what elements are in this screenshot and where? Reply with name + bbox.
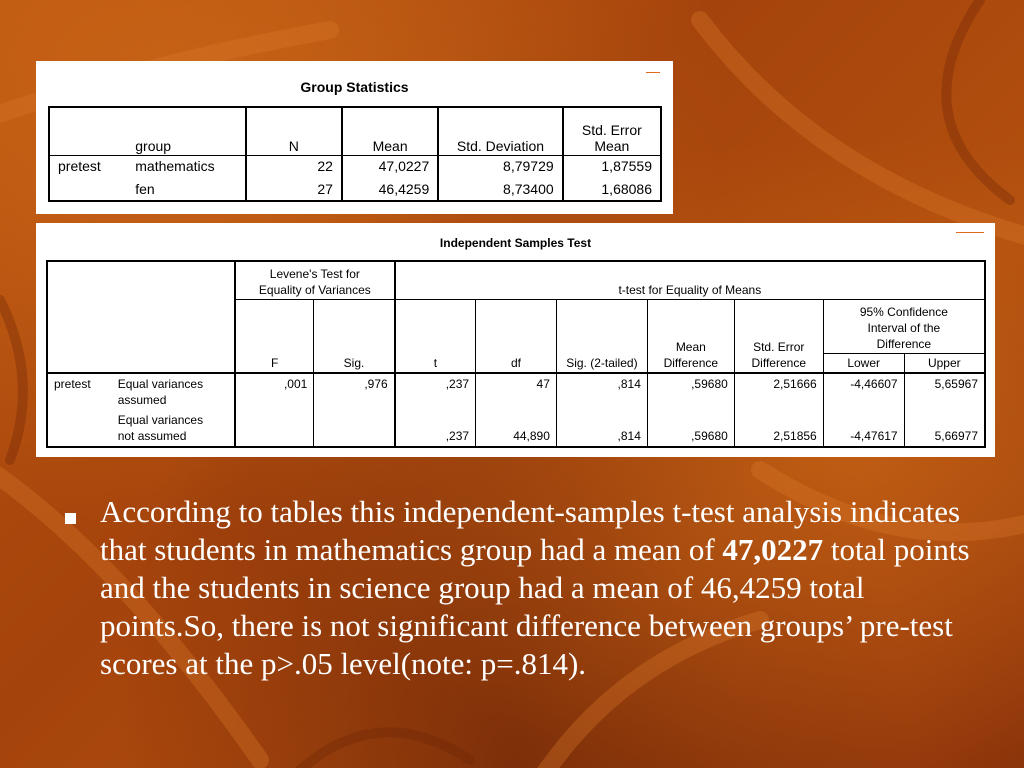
header-blank <box>49 107 127 155</box>
cell-sig: ,976 <box>314 373 395 410</box>
cell-t: ,237 <box>395 410 476 447</box>
row-label-line1: Equal variances <box>117 377 204 391</box>
row-variable-label: pretest <box>58 157 101 174</box>
independent-samples-test-table <box>46 260 986 448</box>
row-variable-blank <box>49 178 127 201</box>
group-statistics-table <box>48 106 662 202</box>
bullet-text <box>100 493 980 683</box>
table-row <box>47 373 985 410</box>
header-std-error-difference <box>734 299 823 373</box>
cell-sig-2tailed: ,814 <box>556 373 647 410</box>
table-row <box>49 178 661 201</box>
bullet-text-bold-mean: 47,0227 <box>722 532 824 567</box>
cell-std-deviation: 8,73400 <box>438 178 562 201</box>
cell-mean: 46,4259 <box>342 178 438 201</box>
group-statistics-panel <box>36 61 673 214</box>
header-mean-difference <box>647 299 734 373</box>
header-mean-difference-line1: Mean <box>675 340 706 354</box>
header-levene-line1: Levene's Test for <box>269 266 360 281</box>
cell-lower: -4,46607 <box>823 373 904 410</box>
header-ci-line3: Difference <box>876 336 932 351</box>
header-mean: Mean <box>342 107 438 155</box>
header-sig-2tailed: Sig. (2-tailed) <box>556 299 647 373</box>
cell-sig <box>314 410 395 447</box>
cell-df: 44,890 <box>476 410 557 447</box>
header-upper: Upper <box>904 353 985 373</box>
cell-n: 22 <box>246 155 342 178</box>
panel-corner-mark <box>956 232 984 233</box>
table-row <box>47 410 985 447</box>
cell-std-error-mean: 1,68086 <box>563 178 661 201</box>
row-label-line1: Equal variances <box>117 413 204 427</box>
table-row <box>49 155 661 178</box>
cell-std-error-difference: 2,51666 <box>734 373 823 410</box>
table-header-row <box>47 261 985 299</box>
cell-f <box>235 410 314 447</box>
cell-upper: 5,65967 <box>904 373 985 410</box>
header-blank <box>47 261 235 373</box>
header-levene-line2: Equality of Variances <box>258 282 371 297</box>
independent-samples-test-panel <box>36 223 995 457</box>
header-t: t <box>395 299 476 373</box>
cell-lower: -4,47617 <box>823 410 904 447</box>
header-std-error-line1: Std. Error <box>581 121 642 138</box>
header-std-deviation: Std. Deviation <box>438 107 562 155</box>
cell-mean: 47,0227 <box>342 155 438 178</box>
cell-std-error-mean: 1,87559 <box>563 155 661 178</box>
header-std-error-difference-line2: Difference <box>751 356 806 370</box>
independent-samples-test-title: Independent Samples Test <box>439 236 592 250</box>
row-label <box>112 373 235 410</box>
cell-mean-difference: ,59680 <box>647 373 734 410</box>
cell-df: 47 <box>476 373 557 410</box>
cell-upper: 5,66977 <box>904 410 985 447</box>
row-label <box>112 410 235 447</box>
table-header-row <box>49 107 661 155</box>
cell-std-error-difference: 2,51856 <box>734 410 823 447</box>
row-variable-label: pretest <box>54 377 91 391</box>
cell-n: 27 <box>246 178 342 201</box>
header-ci-line1: 95% Confidence <box>859 304 948 319</box>
header-std-error-difference-line1: Std. Error <box>753 340 805 354</box>
header-mean-difference-line2: Difference <box>663 356 719 370</box>
cell-std-deviation: 8,79729 <box>438 155 562 178</box>
cell-mean-difference: ,59680 <box>647 410 734 447</box>
header-levene <box>235 261 395 299</box>
bullet-point <box>60 493 980 683</box>
row-group-label: fen <box>135 181 155 197</box>
row-label-line2: not assumed <box>117 429 187 443</box>
cell-sig-2tailed: ,814 <box>556 410 647 447</box>
header-f: F <box>235 299 314 373</box>
header-n: N <box>246 107 342 155</box>
cell-f: ,001 <box>235 373 314 410</box>
row-variable-blank <box>47 410 112 447</box>
panel-corner-mark <box>646 72 660 73</box>
cell-t: ,237 <box>395 373 476 410</box>
square-bullet-icon <box>65 513 76 524</box>
bullet-text-part1: According to tables this independent-samples t-test analysis indicates that students in mathematics group had a mean of <box>100 494 961 567</box>
header-sig: Sig. <box>314 299 395 373</box>
row-label-line2: assumed <box>117 393 167 407</box>
header-df: df <box>476 299 557 373</box>
header-std-error-mean <box>563 107 661 155</box>
bullet-text-part2: total points and the students in science group had a mean of 46,4259 total points.So, there is not significant difference between groups’ pre-test scores at the p>.05 level(note: p=.814). <box>100 532 970 681</box>
header-lower: Lower <box>823 353 904 373</box>
header-group: group <box>127 107 245 155</box>
header-std-error-line2: Mean <box>594 137 630 154</box>
group-statistics-title: Group Statistics <box>300 79 409 95</box>
header-ttest: t-test for Equality of Means <box>395 261 985 299</box>
header-confidence-interval <box>823 299 985 353</box>
header-ci-line2: Interval of the <box>867 320 941 335</box>
row-group-label: mathematics <box>135 157 215 174</box>
